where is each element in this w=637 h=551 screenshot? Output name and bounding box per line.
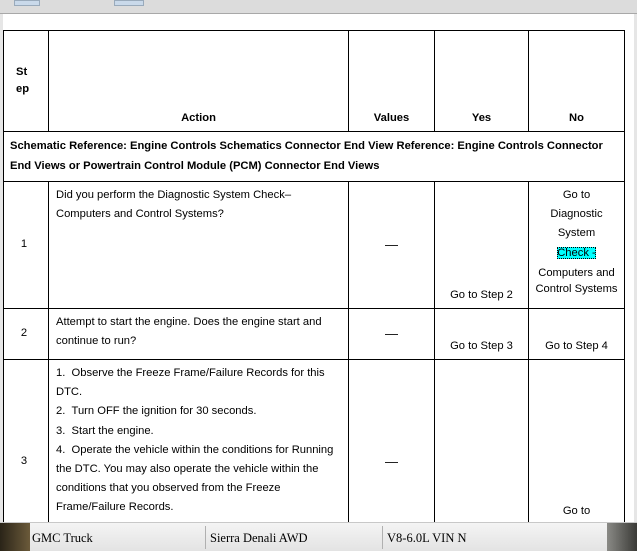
vehicle-model: Sierra Denali AWD (210, 531, 308, 545)
step-action: Did you perform the Diagnostic System Check–Computers and Control Systems? (49, 182, 349, 309)
header-no: No (529, 31, 625, 132)
no-goto-step-4[interactable]: Go to Step 4 (529, 309, 625, 360)
header-row (4, 31, 625, 132)
header-step: St ep (4, 31, 49, 132)
step-action: Attempt to start the engine. Does the engine start and continue to run? (49, 309, 349, 360)
header-action: Action (49, 31, 349, 132)
step-values: — (349, 309, 435, 360)
step-number: 2 (4, 309, 49, 360)
no-link-line[interactable]: Computers and Control Systems (535, 266, 618, 296)
highlighted-link[interactable]: Check - (557, 246, 596, 259)
document-frame (0, 14, 637, 522)
schematic-reference: Schematic Reference: Engine Controls Schematics Connector End View Reference: Engine Controls Connector End Views or Powertrain Control Module (PCM) Connector End Views (4, 132, 625, 182)
header-values: Values (349, 31, 435, 132)
no-link-line[interactable]: Go to (562, 189, 591, 201)
step-number: 1 (4, 182, 49, 309)
table-row (4, 182, 625, 309)
window-top-strip (0, 0, 637, 14)
toolbar-tab-left[interactable] (14, 0, 40, 6)
desktop-edge-left (0, 523, 30, 551)
yes-goto-step-2[interactable]: Go to Step 2 (435, 182, 529, 309)
schematic-reference-row (4, 132, 625, 182)
status-bar (0, 522, 637, 551)
no-link-line[interactable]: Go to (562, 505, 591, 518)
no-goto-diagnostic-system-check[interactable] (529, 182, 625, 309)
action-list-item: 3. Start the engine. (56, 424, 154, 437)
toolbar-tab-right[interactable] (114, 0, 144, 6)
vehicle-make: GMC Truck (32, 531, 93, 545)
diagnostic-steps-table (3, 30, 625, 551)
vehicle-engine: V8-6.0L VIN N (387, 531, 467, 545)
table-row (4, 309, 625, 360)
no-link-line[interactable]: System (557, 227, 596, 240)
action-list-item: 2. Turn OFF the ignition for 30 seconds. (56, 405, 257, 418)
action-list-item: 4. Operate the vehicle within the conditions for Running the DTC. You may also operate the vehicle within the conditions that you observed from the Freeze Frame/Failure Records. (56, 443, 334, 514)
desktop-edge-right (607, 523, 637, 551)
header-yes: Yes (435, 31, 529, 132)
yes-goto-step-3[interactable]: Go to Step 3 (435, 309, 529, 360)
no-link-line[interactable]: Diagnostic (550, 208, 603, 221)
action-list-item: 1. Observe the Freeze Frame/Failure Records for this DTC. (56, 367, 325, 399)
step-number: 3 (4, 360, 49, 551)
step-values: — (349, 360, 435, 551)
step-values: — (349, 182, 435, 309)
